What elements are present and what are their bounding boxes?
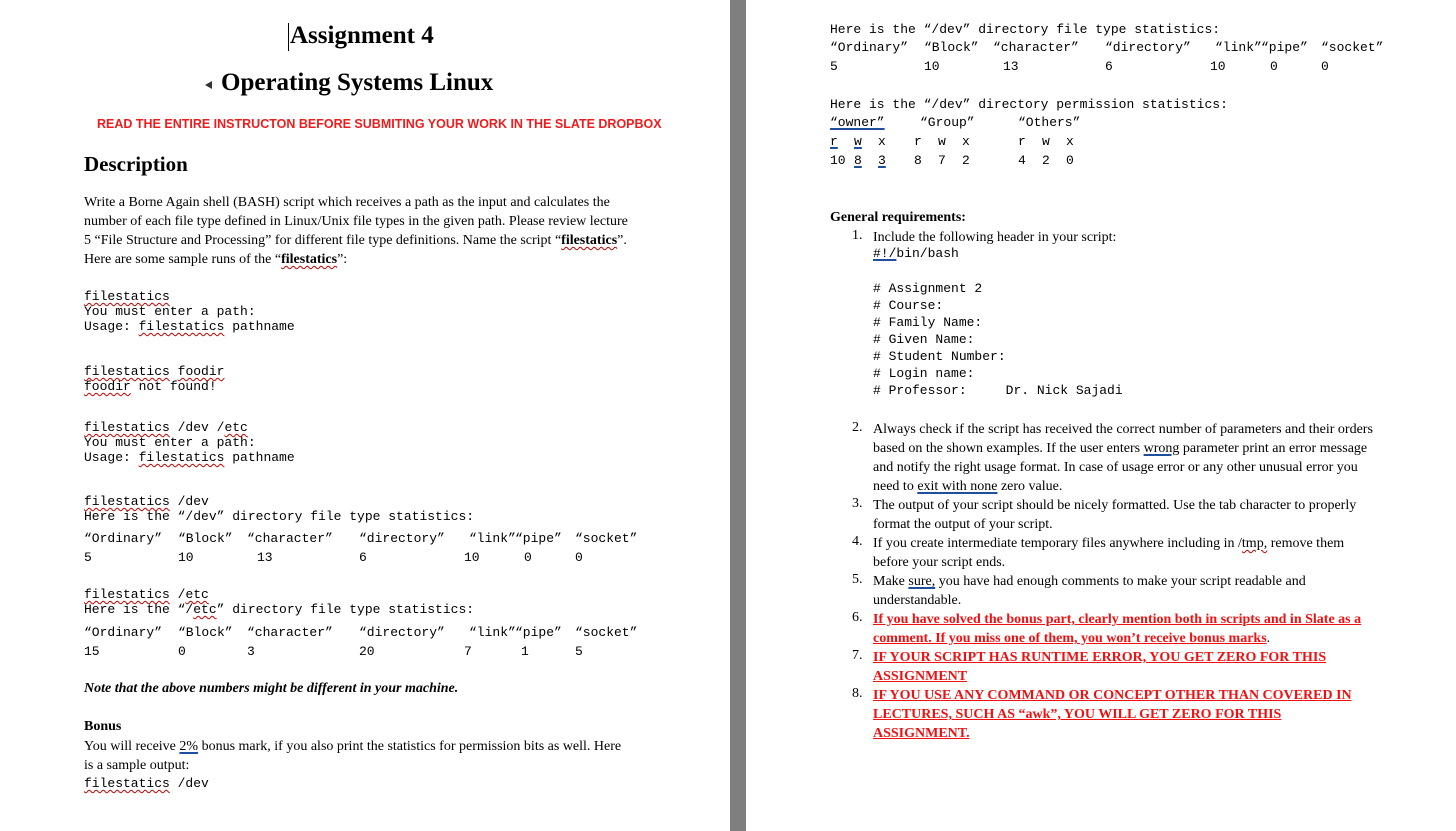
req2-text: Always check if the script has received the correct number of parameters and their orders based on the shown examples. If the user enters wrong parameter print an error message and notify the right usage format. In case of usage error or any other unusual error you need to exit with none zero value.	[873, 422, 1373, 494]
course-title: Operating Systems Linux	[221, 69, 494, 96]
value-pipe: 0	[524, 550, 532, 565]
others-r-count: 4	[1018, 153, 1026, 168]
req7-number: 7.	[852, 648, 863, 663]
header-socket: “socket”	[575, 625, 638, 640]
header-directory: “directory”	[359, 531, 445, 546]
perm-stats-table	[830, 115, 1230, 175]
req5-number: 5.	[852, 572, 863, 587]
shebang-line: #!/bin/bash	[873, 246, 959, 261]
others-x: x	[1066, 134, 1074, 149]
group-w: w	[938, 134, 946, 149]
header-link: “link”	[469, 531, 516, 546]
sample-run-dev: filestatics /dev Here is the “/dev” directory file type statistics:	[84, 494, 475, 524]
group-x-count: 2	[962, 153, 970, 168]
header-block: “Block”	[924, 40, 979, 55]
header-directory: “directory”	[1105, 40, 1191, 55]
group-r-count: 8	[914, 153, 922, 168]
header-ordinary: “Ordinary”	[84, 625, 163, 640]
req7-text: IF YOUR SCRIPT HAS RUNTIME ERROR, YOU GET ZERO FOR THIS ASSIGNMENT	[873, 650, 1327, 684]
group-header: “Group”	[920, 115, 975, 130]
value-directory: 6	[359, 550, 367, 565]
req2-number: 2.	[852, 420, 863, 435]
header-block: “Block”	[178, 625, 233, 640]
group-w-count: 7	[938, 153, 946, 168]
value-ordinary: 5	[830, 59, 838, 74]
bonus-command: filestatics /dev	[84, 776, 209, 791]
submission-warning: READ THE ENTIRE INSTRUCTON BEFORE SUBMITING YOUR WORK IN THE SLATE DROPBOX	[97, 117, 662, 131]
value-pipe: 0	[1270, 59, 1278, 74]
req4-number: 4.	[852, 534, 863, 549]
sample-run-not-found: filestatics foodir foodir not found!	[84, 364, 225, 394]
value-ordinary: 15	[84, 644, 100, 659]
req6-number: 6.	[852, 610, 863, 625]
header-pipe: “pipe”	[515, 625, 562, 640]
req3-number: 3.	[852, 496, 863, 511]
value-character: 13	[257, 550, 273, 565]
header-pipe: “pipe”	[1261, 40, 1308, 55]
req1-number: 1.	[852, 228, 863, 243]
header-link: “link”	[469, 625, 516, 640]
value-socket: 0	[575, 550, 583, 565]
value-socket: 5	[575, 644, 583, 659]
header-character: “character”	[993, 40, 1079, 55]
header-directory: “directory”	[359, 625, 445, 640]
owner-w-count: 8	[854, 153, 862, 168]
header-link: “link”	[1215, 40, 1262, 55]
general-requirements-heading: General requirements:	[830, 210, 966, 225]
req4-text: If you create intermediate temporary files anywhere including in /tmp, remove them before your script ends.	[873, 536, 1345, 570]
req8-number: 8.	[852, 686, 863, 701]
script-header-comments: # Assignment 2 # Course: # Family Name: # Given Name: # Student Number: # Login name: # Professor: Dr. Nick Sajadi	[873, 281, 1123, 398]
value-directory: 6	[1105, 59, 1113, 74]
collapse-heading-icon[interactable]	[205, 81, 212, 89]
value-character: 13	[1003, 59, 1019, 74]
req8-text: IF YOU USE ANY COMMAND OR CONCEPT OTHER THAN COVERED IN LECTURES, SUCH AS “awk”, YOU WILL GET ZERO FOR THIS ASSIGNMENT.	[873, 688, 1352, 741]
sample-run-no-args: filestatics You must enter a path: Usage: filestatics pathname	[84, 289, 295, 334]
others-w-count: 2	[1042, 153, 1050, 168]
others-x-count: 0	[1066, 153, 1074, 168]
value-socket: 0	[1321, 59, 1329, 74]
perm-sample-file-stats-table	[830, 40, 1430, 80]
etc-stats-table	[84, 625, 684, 665]
req5-text: Make sure, you have had enough comments to make your script readable and understandable.	[873, 574, 1306, 608]
header-socket: “socket”	[1321, 40, 1384, 55]
value-ordinary: 5	[84, 550, 92, 565]
group-r: r	[914, 134, 922, 149]
description-paragraph: Write a Borne Again shell (BASH) script which receives a path as the input and calculates the number of each file type defined in Linux/Unix file types in the given path. Please review lecture 5 “File Structure and Processing” for different file type definitions. Name the script “filestatics”. Here are some sample runs of the “filestatics”:	[84, 195, 628, 267]
text-cursor	[288, 23, 289, 51]
dev-stats-table	[84, 531, 684, 571]
req3-text: The output of your script should be nicely formatted. Use the tab character to properly format the output of your script.	[873, 498, 1357, 532]
value-block: 10	[178, 550, 194, 565]
perm-sample-file-stats-heading: Here is the “/dev” directory file type statistics:	[830, 22, 1221, 37]
req1-text: Include the following header in your script:	[873, 230, 1117, 245]
value-directory: 20	[359, 644, 375, 659]
bonus-paragraph: You will receive 2% bonus mark, if you also print the statistics for permission bits as well. Here is a sample output:	[84, 739, 622, 773]
perm-stats-heading: Here is the “/dev” directory permission statistics:	[830, 97, 1228, 112]
header-pipe: “pipe”	[515, 531, 562, 546]
bonus-heading: Bonus	[84, 719, 122, 734]
owner-x: x	[878, 134, 886, 149]
header-socket: “socket”	[575, 531, 638, 546]
header-character: “character”	[247, 531, 333, 546]
value-link: 7	[464, 644, 472, 659]
header-ordinary: “Ordinary”	[84, 531, 163, 546]
header-character: “character”	[247, 625, 333, 640]
numbers-note: Note that the above numbers might be different in your machine.	[84, 681, 459, 696]
others-w: w	[1042, 134, 1050, 149]
value-block: 0	[178, 644, 186, 659]
sample-run-two-args: filestatics /dev /etc You must enter a path: Usage: filestatics pathname	[84, 420, 295, 465]
sample-run-etc: filestatics /etc Here is the “/etc” directory file type statistics:	[84, 587, 475, 617]
owner-header: “owner”	[830, 115, 885, 130]
header-ordinary: “Ordinary”	[830, 40, 909, 55]
value-link: 10	[1210, 59, 1226, 74]
req6-text: If you have solved the bonus part, clearly mention both in scripts and in Slate as a comment. If you miss one of them, you won’t receive bonus marks.	[873, 612, 1362, 646]
value-character: 3	[247, 644, 255, 659]
owner-w: w	[854, 134, 862, 149]
owner-r-count: 10	[830, 153, 846, 168]
owner-r: r	[830, 134, 838, 149]
owner-x-count: 3	[878, 153, 886, 168]
value-pipe: 1	[521, 644, 529, 659]
value-link: 10	[464, 550, 480, 565]
page-divider	[730, 0, 746, 831]
description-heading: Description	[84, 152, 188, 176]
others-header: “Others”	[1018, 115, 1081, 130]
others-r: r	[1018, 134, 1026, 149]
assignment-title: Assignment 4	[290, 22, 434, 49]
header-block: “Block”	[178, 531, 233, 546]
value-block: 10	[924, 59, 940, 74]
group-x: x	[962, 134, 970, 149]
right-document-page	[746, 0, 1456, 831]
